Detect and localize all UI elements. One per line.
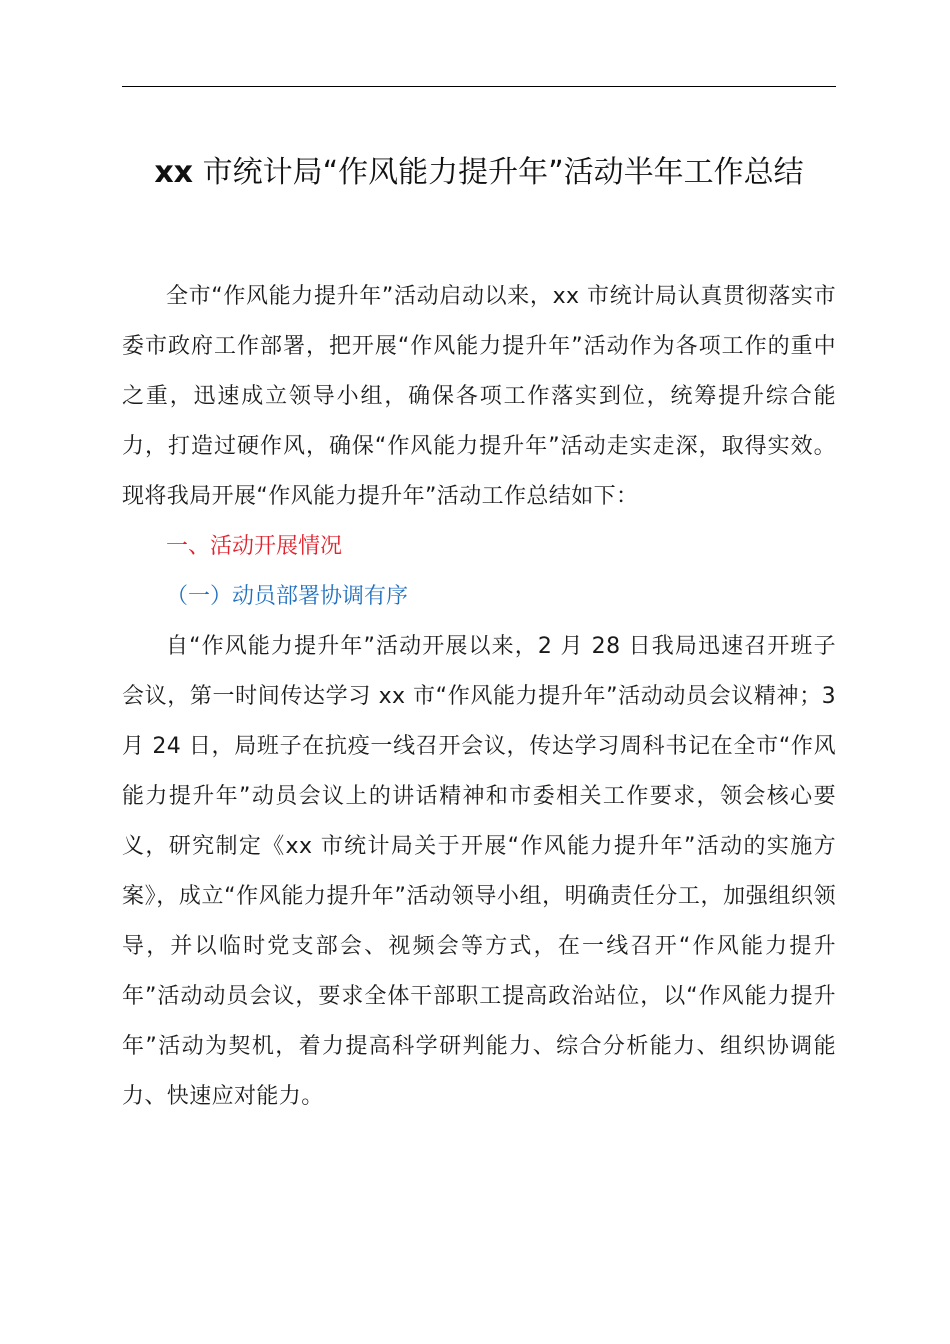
subsection-heading: （一）动员部署协调有序 [166, 584, 409, 609]
subsection-paragraph: 自“作风能力提升年”活动开展以来，2 月 28 日我局迅速召开班子会议，第一时间传达学习 xx 市“作风能力提升年”活动动员会议精神；3 月 24 日，局班子在抗疫一线召开会议，传达学习周科书记在全市“作风能力提升年”动员会议上的讲话精神和市委相关工作要求，领会核心要义，研究制定《xx 市统计局关于开展“作风能力提升年”活动的实施方案》，成立“作风能力提升年”活动领导小组，明确责任分工，加强组织领导，并以临时党支部会、视频会等方式，在一线召开“作风能力提升年”活动动员会议，要求全体干部职工提高政治站位，以“作风能力提升年”活动为契机，着力提高科学研判能力、综合分析能力、组织协调能力、快速应对能力。 [122, 634, 836, 1109]
intro-paragraph: 全市“作风能力提升年”活动启动以来，xx 市统计局认真贯彻落实市委市政府工作部署，把开展“作风能力提升年”活动作为各项工作的重中之重，迅速成立领导小组，确保各项工作落实到位，统筹提升综合能力，打造过硬作风，确保“作风能力提升年”活动走实走深，取得实效。现将我局开展“作风能力提升年”活动工作总结如下： [122, 284, 836, 509]
document-title [122, 148, 836, 198]
header-rule [122, 86, 836, 87]
title-prefix: xx [154, 155, 194, 190]
document-body [122, 272, 836, 1122]
section-heading: 一、活动开展情况 [166, 534, 343, 559]
title-main: 市统计局“作风能力提升年”活动半年工作总结 [202, 155, 804, 190]
